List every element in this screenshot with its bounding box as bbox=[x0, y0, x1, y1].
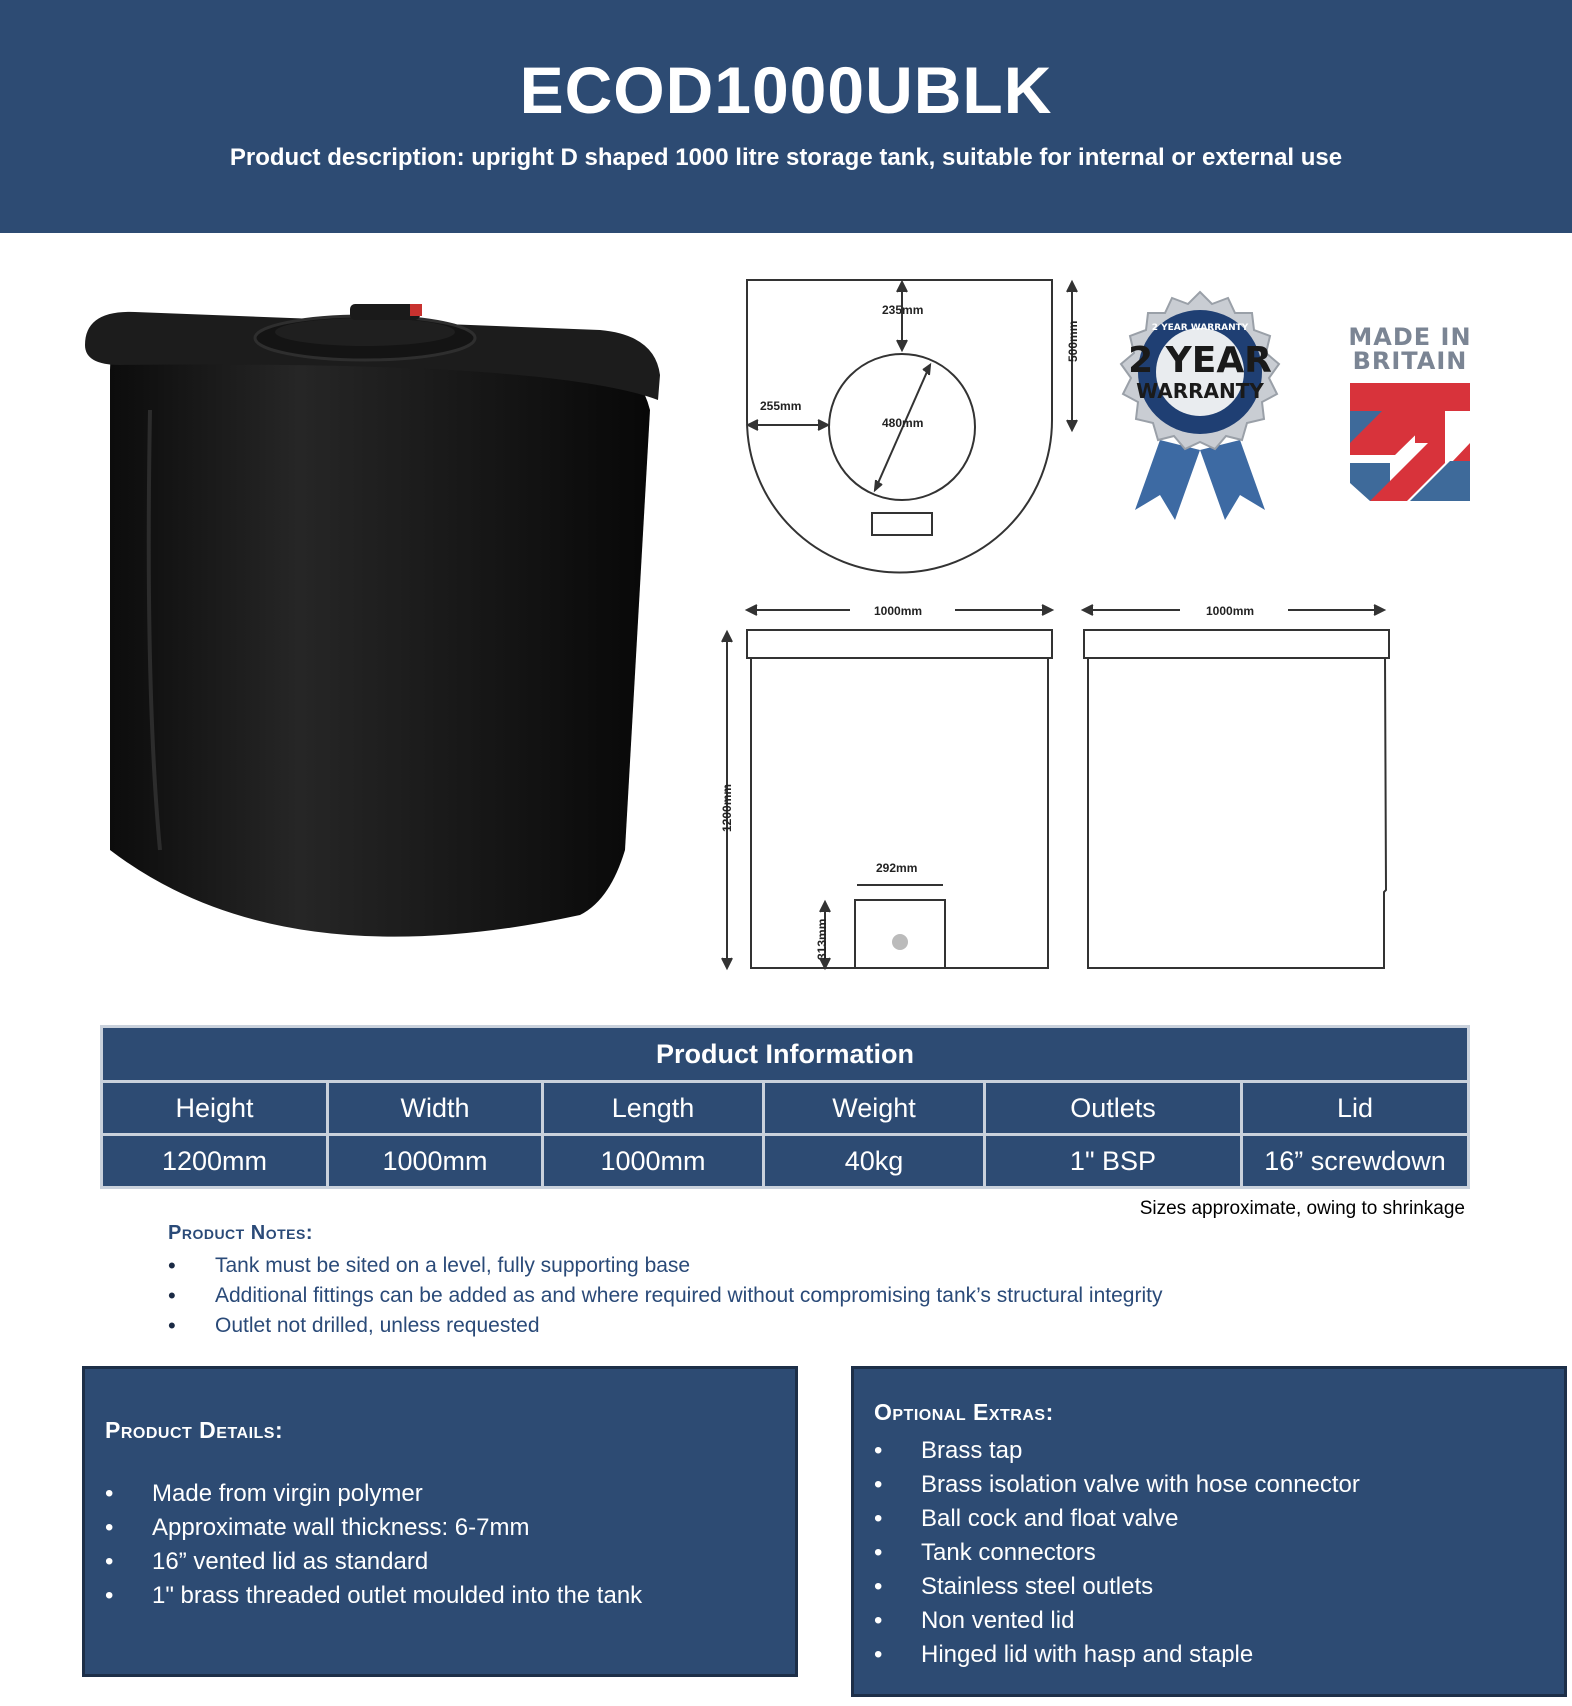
value-outlets: 1" BSP bbox=[985, 1135, 1242, 1188]
list-item: • Tank must be sited on a level, fully supporting base bbox=[168, 1251, 1368, 1281]
list-item: • Brass tap bbox=[874, 1434, 1360, 1468]
size-note: Sizes approximate, owing to shrinkage bbox=[1139, 1198, 1465, 1219]
list-item: • 1" brass threaded outlet moulded into the tank bbox=[105, 1579, 642, 1613]
dim-lid-diameter: 480mm bbox=[882, 416, 924, 430]
header-weight: Weight bbox=[764, 1082, 985, 1135]
header-height: Height bbox=[102, 1082, 328, 1135]
list-item: • Stainless steel outlets bbox=[874, 1570, 1360, 1604]
front-body bbox=[751, 658, 1048, 968]
value-width: 1000mm bbox=[328, 1135, 543, 1188]
list-item: • Brass isolation valve with hose connector bbox=[874, 1468, 1360, 1502]
list-item: • Non vented lid bbox=[874, 1604, 1360, 1638]
product-notes bbox=[168, 1222, 1368, 1341]
list-item: • Hinged lid with hasp and staple bbox=[874, 1638, 1360, 1672]
value-height: 1200mm bbox=[102, 1135, 328, 1188]
product-info-table bbox=[100, 1025, 1470, 1189]
list-item: • Ball cock and float valve bbox=[874, 1502, 1360, 1536]
value-weight: 40kg bbox=[764, 1135, 985, 1188]
details-heading: Product Details: bbox=[105, 1417, 284, 1443]
warranty-word: WARRANTY bbox=[1136, 379, 1264, 403]
dimension-diagram bbox=[700, 270, 1420, 1010]
union-arrow-icon bbox=[1350, 383, 1470, 501]
value-lid: 16” screwdown bbox=[1242, 1135, 1469, 1188]
header-lid: Lid bbox=[1242, 1082, 1469, 1135]
plan-outlet-rect bbox=[872, 513, 932, 535]
list-item: • Additional fittings can be added as and where required without compromising tank’s structural integrity bbox=[168, 1281, 1368, 1311]
made-in-britain-logo bbox=[1335, 325, 1485, 505]
header-length: Length bbox=[543, 1082, 764, 1135]
side-body bbox=[1088, 658, 1386, 968]
dim-outlet-height: 313mm bbox=[815, 918, 829, 960]
optional-extras-box bbox=[851, 1366, 1567, 1697]
header-banner bbox=[0, 0, 1572, 233]
dim-side-width: 1000mm bbox=[1206, 604, 1255, 618]
notes-heading: Product Notes: bbox=[168, 1222, 313, 1244]
warranty-years: 2 YEAR bbox=[1128, 340, 1272, 381]
table-row bbox=[102, 1135, 1469, 1188]
table-header-row bbox=[102, 1082, 1469, 1135]
dim-top-depth: 235mm bbox=[882, 303, 924, 317]
dim-height: 1200mm bbox=[720, 783, 734, 832]
front-lid-rim bbox=[747, 630, 1052, 658]
warranty-ring-text: 2 YEAR WARRANTY bbox=[1151, 323, 1249, 333]
header-width: Width bbox=[328, 1082, 543, 1135]
header-outlets: Outlets bbox=[985, 1082, 1242, 1135]
list-item: • Outlet not drilled, unless requested bbox=[168, 1311, 1368, 1341]
britain-text: BRITAIN bbox=[1352, 347, 1468, 375]
list-item: • Made from virgin polymer bbox=[105, 1477, 642, 1511]
product-code: ECOD1000UBLK bbox=[519, 53, 1053, 127]
tank-photo bbox=[80, 290, 670, 970]
warranty-badge bbox=[1105, 290, 1295, 525]
list-item: • 16” vented lid as standard bbox=[105, 1545, 642, 1579]
value-length: 1000mm bbox=[543, 1135, 764, 1188]
dim-front-width: 1000mm bbox=[874, 604, 923, 618]
list-item: • Approximate wall thickness: 6-7mm bbox=[105, 1511, 642, 1545]
side-lid-rim bbox=[1084, 630, 1389, 658]
dim-outlet-width: 292mm bbox=[876, 861, 918, 875]
dim-left-offset: 255mm bbox=[760, 399, 802, 413]
product-details-box bbox=[82, 1366, 798, 1677]
dim-side-depth: 500mm bbox=[1066, 320, 1080, 362]
product-description: Product description: upright D shaped 1000 litre storage tank, suitable for internal or external use bbox=[229, 144, 1343, 171]
made-in-text: MADE IN bbox=[1348, 323, 1472, 351]
product-info-title: Product Information bbox=[102, 1027, 1469, 1082]
extras-heading: Optional Extras: bbox=[874, 1399, 1054, 1425]
list-item: • Tank connectors bbox=[874, 1536, 1360, 1570]
